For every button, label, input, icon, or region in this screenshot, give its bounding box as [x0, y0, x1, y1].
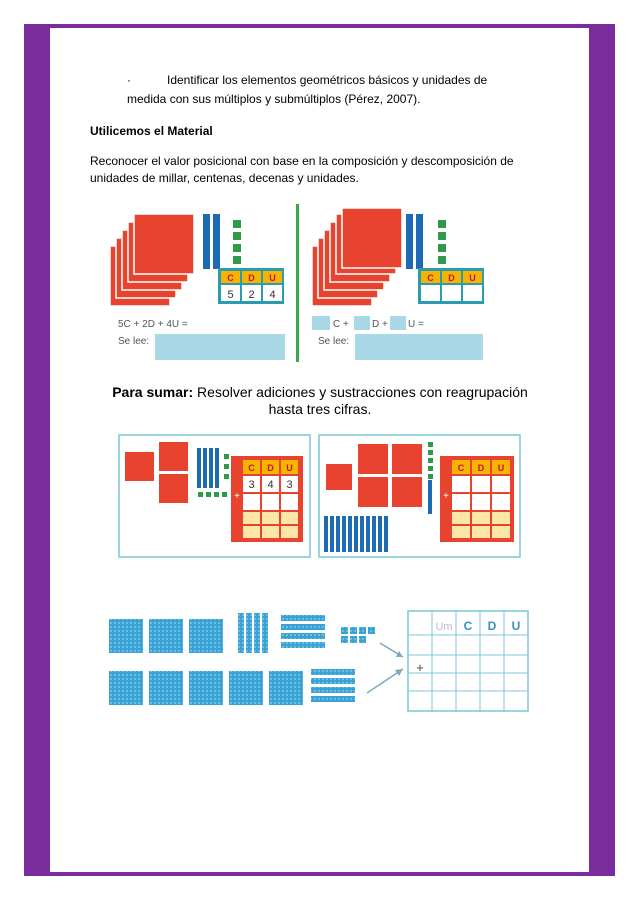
tens-rods-right	[406, 214, 423, 269]
add-header-d-right: D	[477, 463, 485, 473]
arrow-icon-bottom	[367, 669, 403, 693]
addition-table-left	[231, 456, 303, 542]
table-header-d-right: D	[448, 273, 455, 283]
figure-divider	[296, 204, 299, 362]
add-plus-left: +	[234, 491, 240, 502]
sumar-text-line2: hasta tres cifras.	[268, 401, 372, 417]
add-value-u: 3	[286, 479, 293, 491]
sumar-heading	[100, 384, 540, 418]
arrow-icon-top	[380, 643, 403, 657]
thousand-blocks-top	[109, 619, 223, 653]
bullet-text-line1: Identificar los elementos geométricos básicos y unidades de	[167, 73, 488, 87]
table-header-c-3: C	[463, 619, 473, 633]
table-value-d: 2	[248, 289, 255, 301]
answer-box-right	[355, 334, 483, 360]
bullet-symbol: ·	[127, 73, 131, 87]
add-header-d: D	[267, 463, 274, 473]
table-header-u-right: U	[469, 273, 476, 283]
bullet-text-line2: medida con sus múltiplos y submúltiplos (Pérez, 2007).	[127, 92, 421, 106]
page-border-bottom	[24, 872, 615, 876]
sumar-bold: Para sumar:	[112, 384, 194, 400]
hundreds-blocks-right	[312, 208, 402, 306]
blank-u	[390, 316, 406, 330]
table-header-u: U	[269, 273, 276, 283]
unit-cubes-group	[341, 627, 375, 643]
equation-u: U =	[408, 319, 424, 330]
section-heading: Utilicemos el Material	[90, 124, 213, 138]
add-header-u: U	[286, 463, 293, 473]
unit-cubes-right	[438, 220, 446, 264]
place-value-figure	[100, 200, 500, 365]
addition-figure	[118, 434, 522, 559]
page-border-left	[24, 24, 50, 876]
table-header-um: Um	[435, 621, 453, 633]
table-header-c-right: C	[427, 273, 434, 283]
ten-rows-group-top	[281, 615, 325, 648]
equation-c: C +	[333, 319, 349, 330]
table-header-c: C	[227, 273, 234, 283]
table-value-c: 5	[227, 289, 234, 301]
read-label-right: Se lee:	[318, 336, 350, 347]
blank-c	[312, 316, 330, 330]
table-header-d-3: D	[487, 619, 497, 633]
add-header-c: C	[248, 463, 255, 473]
table-header-u-3: U	[511, 619, 521, 633]
sumar-text: Resolver adiciones y sustracciones con reagrupación	[193, 384, 528, 400]
hundred-rods-group	[238, 613, 268, 653]
tens-rods-left	[203, 214, 220, 269]
add-plus-right: +	[443, 491, 449, 502]
place-value-table-left	[218, 268, 284, 304]
blank-d	[354, 316, 370, 330]
add-value-d: 4	[267, 479, 274, 491]
page-border-top	[24, 24, 615, 28]
ten-rows-group-bottom	[311, 669, 355, 702]
table-plus-sign: +	[416, 660, 424, 675]
unit-cubes-left	[233, 220, 241, 264]
hundreds-blocks-left	[110, 214, 194, 306]
table-value-u: 4	[269, 289, 276, 301]
add-header-c-right: C	[457, 463, 465, 473]
thousands-table	[408, 611, 528, 711]
page-border-right	[589, 24, 615, 876]
read-label-left: Se lee:	[118, 336, 150, 347]
addition-table-right	[440, 456, 514, 542]
add-header-u-right: U	[497, 463, 505, 473]
thousand-blocks-bottom	[109, 671, 303, 705]
table-header-d: D	[248, 273, 255, 283]
place-value-table-right	[418, 268, 484, 304]
add-value-c: 3	[248, 479, 255, 491]
answer-box-left	[155, 334, 285, 360]
intro-paragraph: Reconocer el valor posicional con base en la composición y descomposición de unidades de millar, centenas, decenas y unidades.	[90, 154, 514, 185]
equation-left: 5C + 2D + 4U =	[118, 319, 188, 330]
thousands-figure	[105, 605, 535, 720]
equation-d: D +	[372, 319, 388, 330]
